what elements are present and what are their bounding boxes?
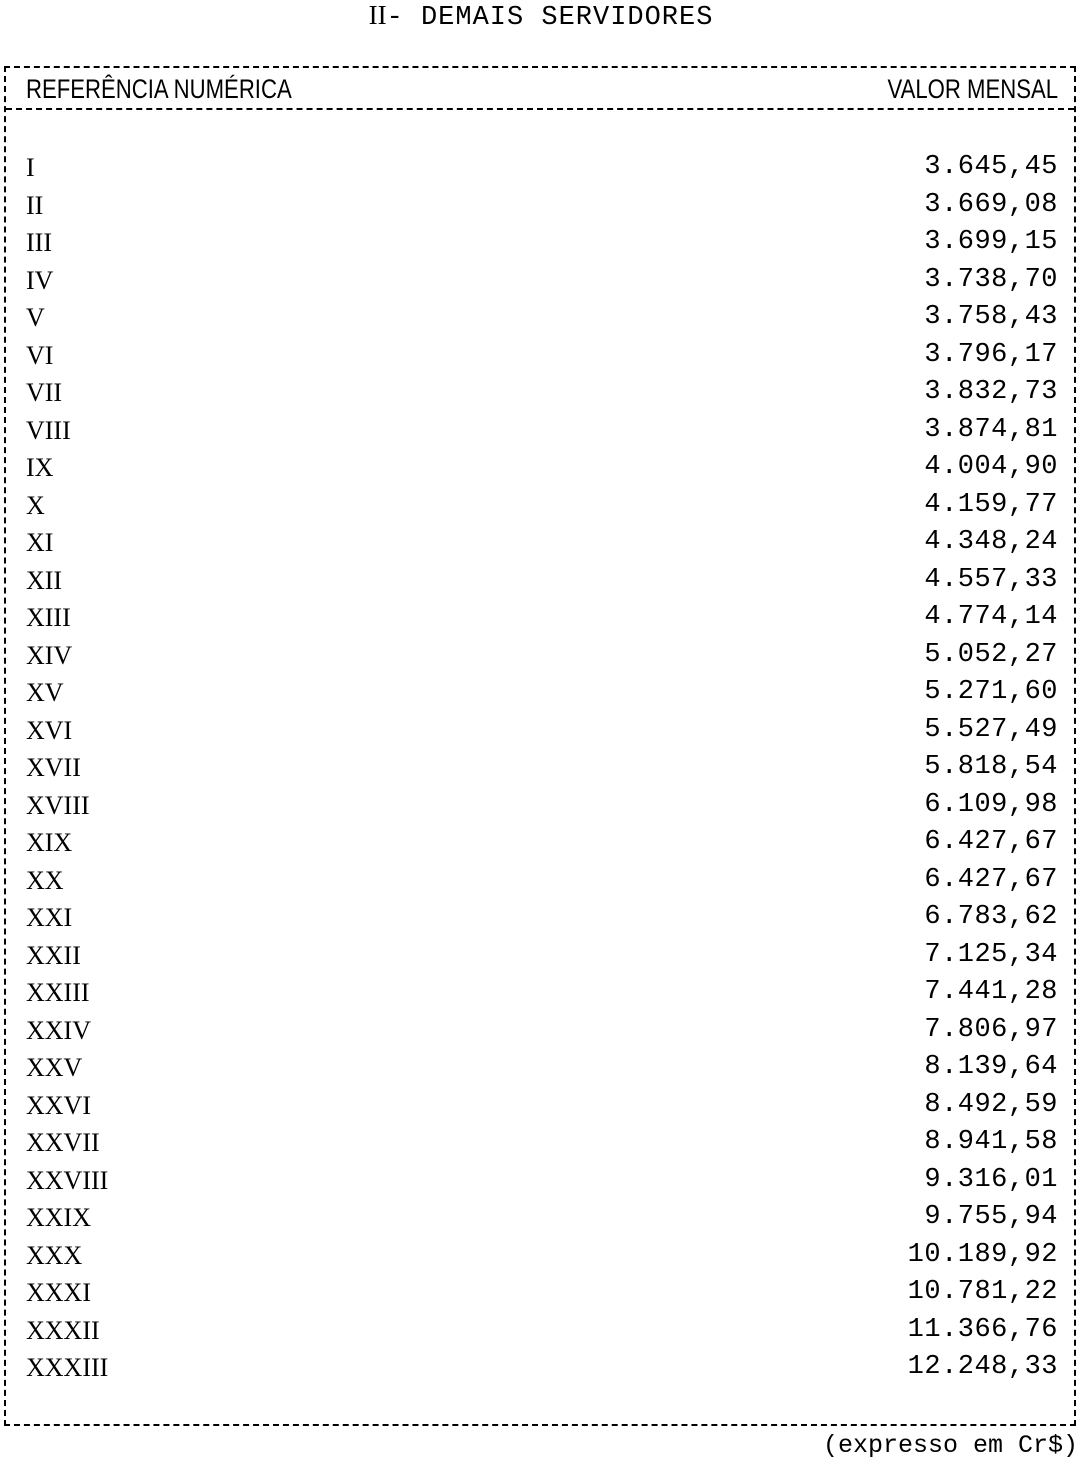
value-cell: 9.316,01	[924, 1164, 1058, 1195]
reference-cell: III	[26, 228, 52, 257]
reference-cell: XI	[26, 528, 54, 557]
table-row	[6, 1199, 1074, 1237]
reference-cell: XXX	[26, 1240, 83, 1270]
value-cell: 5.052,27	[924, 639, 1058, 670]
reference-cell: XXXII	[26, 1315, 100, 1345]
reference-cell: VII	[26, 378, 63, 407]
table-row	[6, 637, 1074, 675]
value-cell: 4.557,33	[924, 564, 1058, 595]
value-cell: 4.348,24	[924, 527, 1058, 557]
value-cell: 3.645,45	[924, 152, 1058, 182]
value-cell: 10.189,92	[907, 1239, 1058, 1270]
reference-cell: XXVII	[26, 1128, 100, 1157]
value-cell: 9.755,94	[924, 1202, 1058, 1232]
table-row	[6, 862, 1074, 900]
table-row	[6, 1087, 1074, 1125]
reference-cell: II	[26, 190, 44, 220]
value-cell: 5.271,60	[924, 677, 1058, 707]
table-row	[6, 1274, 1074, 1312]
value-cell: 6.109,98	[924, 789, 1058, 820]
table-row	[6, 524, 1074, 562]
table-row	[6, 224, 1074, 262]
reference-cell: XVIII	[26, 790, 90, 820]
reference-cell: XXXI	[26, 1278, 91, 1307]
reference-cell: XXXIII	[26, 1353, 109, 1382]
table-row	[6, 562, 1074, 600]
table-row	[6, 449, 1074, 487]
header-monthly-value: VALOR MENSAL	[887, 74, 1058, 104]
reference-cell: XIII	[26, 603, 71, 632]
reference-cell: XXIV	[26, 1015, 91, 1045]
value-cell: 4.774,14	[924, 602, 1058, 632]
table-row	[6, 787, 1074, 825]
table-row	[6, 412, 1074, 450]
reference-cell: VI	[26, 340, 54, 370]
reference-cell: XXVIII	[26, 1165, 109, 1195]
reference-cell: XV	[26, 678, 64, 707]
table-row	[6, 337, 1074, 375]
reference-cell: XXI	[26, 903, 73, 932]
value-cell: 6.427,67	[924, 864, 1058, 895]
value-cell: 5.527,49	[924, 714, 1058, 745]
value-cell: 7.125,34	[924, 939, 1058, 970]
title-roman-numeral: II	[368, 0, 387, 30]
value-cell: 5.818,54	[924, 752, 1058, 782]
table-header	[6, 68, 1074, 110]
table-body	[6, 149, 1074, 1387]
title-text: - DEMAIS SERVIDORES	[386, 3, 714, 33]
value-cell: 11.366,76	[907, 1314, 1058, 1345]
table-row	[6, 899, 1074, 937]
table-row	[6, 1162, 1074, 1200]
value-cell: 3.699,15	[924, 227, 1058, 257]
table-row	[6, 299, 1074, 337]
table-row	[6, 749, 1074, 787]
table-row	[6, 712, 1074, 750]
table-row	[6, 974, 1074, 1012]
table-row	[6, 1237, 1074, 1275]
table-row	[6, 599, 1074, 637]
value-cell: 3.874,81	[924, 414, 1058, 445]
table-row	[6, 149, 1074, 187]
table-row	[6, 1124, 1074, 1162]
reference-cell: IV	[26, 265, 54, 295]
reference-cell: XVI	[26, 715, 73, 745]
value-cell: 4.004,90	[924, 452, 1058, 482]
value-cell: 8.139,64	[924, 1052, 1058, 1082]
table-row	[6, 262, 1074, 300]
table-row	[6, 1349, 1074, 1387]
reference-cell: X	[26, 490, 45, 520]
table-row	[6, 1312, 1074, 1350]
table-row	[6, 487, 1074, 525]
reference-cell: IX	[26, 453, 54, 482]
currency-note: (expresso em Cr$)	[822, 1431, 1078, 1460]
value-cell: 10.781,22	[907, 1277, 1058, 1307]
reference-cell: XIX	[26, 828, 73, 857]
reference-cell: XX	[26, 865, 64, 895]
value-cell: 8.492,59	[924, 1089, 1058, 1120]
value-cell: 6.427,67	[924, 827, 1058, 857]
reference-cell: I	[26, 153, 35, 182]
table-row	[6, 937, 1074, 975]
reference-cell: XXIII	[26, 978, 90, 1007]
value-cell: 3.669,08	[924, 189, 1058, 220]
value-cell: 3.796,17	[924, 339, 1058, 370]
table-row	[6, 1012, 1074, 1050]
table-row	[6, 1049, 1074, 1087]
value-cell: 6.783,62	[924, 902, 1058, 932]
value-cell: 3.832,73	[924, 377, 1058, 407]
value-cell: 7.806,97	[924, 1014, 1058, 1045]
reference-cell: XXII	[26, 940, 81, 970]
reference-cell: XXIX	[26, 1203, 91, 1232]
reference-cell: XXV	[26, 1053, 83, 1082]
salary-table	[4, 66, 1076, 1426]
table-row	[6, 824, 1074, 862]
table-row	[6, 374, 1074, 412]
table-row	[6, 674, 1074, 712]
reference-cell: XIV	[26, 640, 73, 670]
table-row	[6, 187, 1074, 225]
reference-cell: XII	[26, 565, 63, 595]
value-cell: 3.738,70	[924, 264, 1058, 295]
reference-cell: XVII	[26, 753, 81, 782]
value-cell: 12.248,33	[907, 1352, 1058, 1382]
reference-cell: XXVI	[26, 1090, 91, 1120]
reference-cell: VIII	[26, 415, 71, 445]
value-cell: 4.159,77	[924, 489, 1058, 520]
value-cell: 8.941,58	[924, 1127, 1058, 1157]
header-reference: REFERÊNCIA NUMÉRICA	[26, 74, 292, 104]
value-cell: 7.441,28	[924, 977, 1058, 1007]
reference-cell: V	[26, 303, 45, 332]
value-cell: 3.758,43	[924, 302, 1058, 332]
page-title	[0, 0, 1082, 33]
